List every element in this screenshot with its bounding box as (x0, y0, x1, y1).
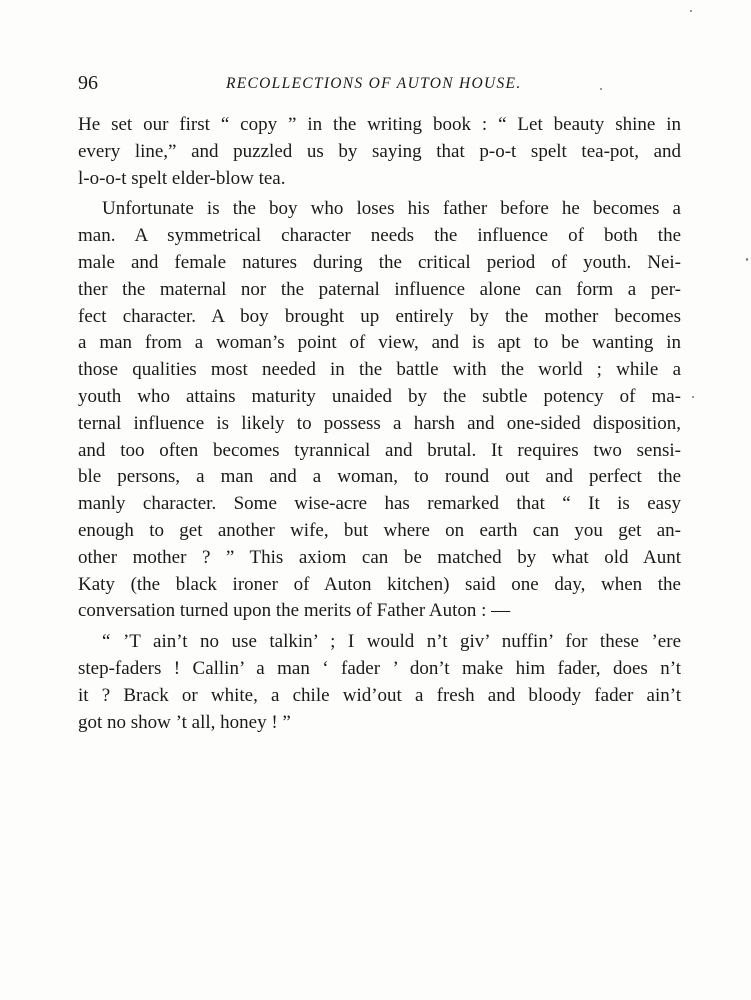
text-line: man. A symmetrical character needs the influence of both the (78, 225, 681, 247)
text-line: ternal influence is likely to possess a harsh and one-sided disposition, (78, 412, 681, 434)
text-line: manly character. Some wise-acre has remarked that “ It is easy (78, 493, 681, 515)
print-speck (692, 396, 694, 398)
text-line: Unfortunate is the boy who loses his father before he becomes a (102, 198, 681, 220)
text-line: ther the maternal nor the paternal influence alone can form a per- (78, 278, 681, 300)
text-line: it ? Brack or white, a chile wid’out a fresh and bloody fader ain’t (78, 684, 681, 706)
text-line: ble persons, a man and a woman, to round out and perfect the (78, 466, 681, 488)
text-line: l-o-o-t spelt elder-blow tea. (78, 167, 286, 189)
text-line: other mother ? ” This axiom can be matched by what old Aunt (78, 546, 681, 568)
text-line: Katy (the black ironer of Auton kitchen) said one day, when the (78, 573, 681, 595)
page-header (78, 72, 682, 96)
print-speck (746, 258, 748, 261)
text-line: got no show ’t all, honey ! ” (78, 711, 291, 733)
print-speck (600, 88, 602, 90)
body-text (78, 112, 681, 736)
text-line: and too often becomes tyrannical and brutal. It requires two sensi- (78, 439, 681, 461)
text-line: enough to get another wife, but where on earth can you get an- (78, 519, 681, 541)
running-head: RECOLLECTIONS OF AUTON HOUSE. (226, 75, 522, 92)
text-line: youth who attains maturity unaided by the subtle potency of ma- (78, 385, 681, 407)
text-line: conversation turned upon the merits of Father Auton : — (78, 600, 511, 622)
text-line: step-faders ! Callin’ a man ‘ fader ’ don’t make him fader, does n’t (78, 657, 681, 679)
page-number: 96 (78, 72, 98, 94)
text-line: fect character. A boy brought up entirely by the mother becomes (78, 305, 681, 327)
text-line: a man from a woman’s point of view, and is apt to be wanting in (78, 332, 681, 354)
print-speck (690, 10, 692, 12)
text-line: those qualities most needed in the battle with the world ; while a (78, 359, 681, 381)
text-line: “ ’T ain’t no use talkin’ ; I would n’t giv’ nuffin’ for these ’ere (102, 631, 681, 653)
text-line: male and female natures during the critical period of youth. Nei- (78, 251, 681, 273)
text-line: every line,” and puzzled us by saying that p-o-t spelt tea-pot, and (78, 140, 681, 162)
text-line: He set our first “ copy ” in the writing book : “ Let beauty shine in (78, 114, 681, 135)
